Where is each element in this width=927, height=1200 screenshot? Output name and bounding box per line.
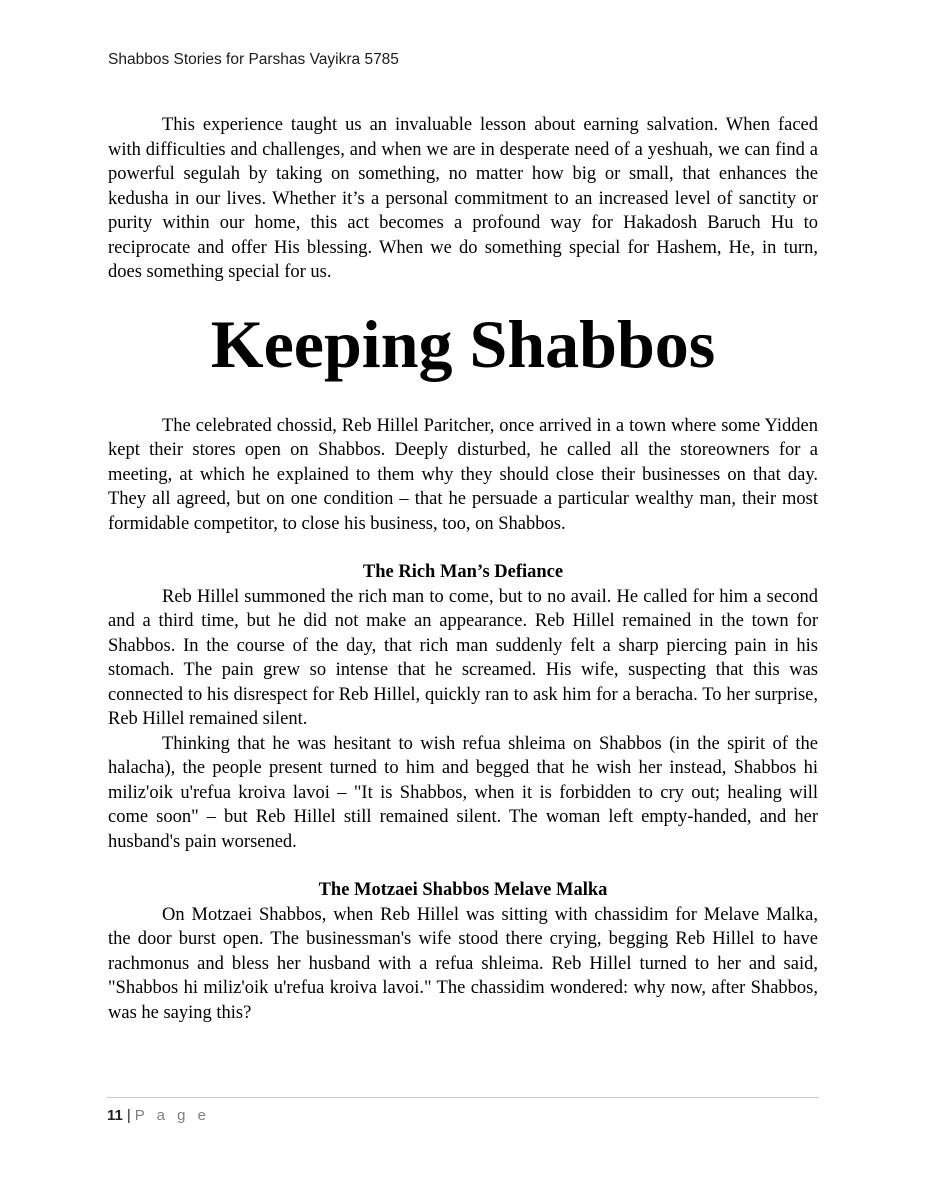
- body-paragraph: Reb Hillel summoned the rich man to come, but to no avail. He called for him a second and a third time, but he did not make an appearance. Reb Hillel remained in the town for Shabbos. In the course of the day, that rich man suddenly felt a sharp piercing pain in his stomach. The pain grew so intense that he screamed. His wife, suspecting that this was connected to his disrespect for Reb Hillel, quickly ran to ask him for a beracha. To her surprise, Reb Hillel remained silent.: [108, 586, 818, 729]
- intro-paragraph: This experience taught us an invaluable lesson about earning salvation. When faced with difficulties and challenges, and when we are in desperate need of a yeshuah, we can find a powerful segulah by taking on something, no matter how big or small, that enhances the kedusha in our lives. Whether it’s a personal commitment to an increased level of sanctity or purity within our home, this act becomes a profound way for Hakadosh Baruch Hu to reciprocate and offer His blessing. When we do something special for Hashem, He, in turn, does something special for us.: [108, 115, 818, 282]
- body-paragraph: On Motzaei Shabbos, when Reb Hillel was sitting with chassidim for Melave Malka, the door burst open. The businessman's wife stood there crying, begging Reb Hillel to have rachmonus and bless her husband with a refua shleima. Reb Hillel turned to her and said, "Shabbos hi miliz'oik u'refua kroiva lavoi." The chassidim wondered: why now, after Shabbos, was he saying this?: [108, 904, 818, 1023]
- page-header-title: Shabbos Stories for Parshas Vayikra 5785: [108, 51, 399, 68]
- section-heading-motzaei-shabbos: The Motzaei Shabbos Melave Malka: [318, 880, 608, 900]
- section-heading-rich-mans-defiance: The Rich Man’s Defiance: [362, 562, 564, 582]
- page-label: P a g e: [134, 1107, 211, 1124]
- page-footer: [107, 1097, 819, 1125]
- document-body: [108, 0, 818, 1025]
- opening-paragraph: The celebrated chossid, Reb Hillel Paritcher, once arrived in a town where some Yidden kept their stores open on Shabbos. Deeply disturbed, he called all the storeowners for a meeting, at which he explained to them why they should close their businesses on that day. They all agreed, but on one condition – that he persuade a particular wealthy man, their most formidable competitor, to close his business, too, on Shabbos.: [108, 415, 818, 534]
- page-number: 11: [107, 1107, 123, 1124]
- footer-separator: |: [126, 1107, 131, 1124]
- document-title: Keeping Shabbos: [210, 305, 716, 382]
- body-paragraph: Thinking that he was hesitant to wish refua shleima on Shabbos (in the spirit of the halacha), the people present turned to him and begged that he wish her instead, Shabbos hi miliz'oik u'refua kroiva lavoi – "It is Shabbos, when it is forbidden to cry out; healing will come soon" – but Reb Hillel still remained silent. The woman left empty-handed, and her husband's pain worsened.: [108, 733, 818, 852]
